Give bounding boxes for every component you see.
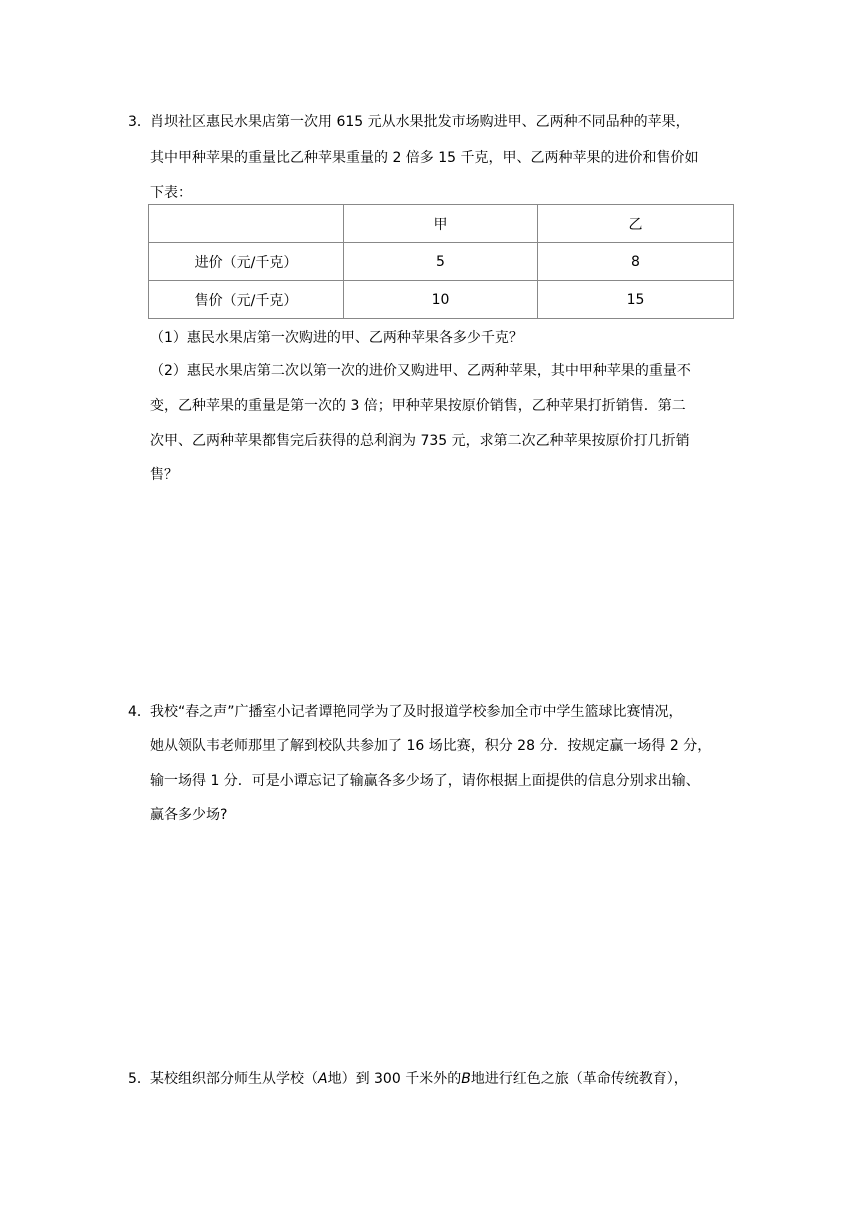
q3-part2-line-4: 售？ [150,467,178,483]
table-cell: 售价（元/千克） [149,281,344,319]
table-cell: 15 [538,281,734,319]
q5-text-post: 地进行红色之旅（革命传统教育）， [470,1071,688,1087]
table-cell: 8 [538,243,734,281]
q3-part2-line-3: 次甲、乙两种苹果都售完后获得的总利润为 735 元，求第二次乙种苹果按原价打几折销 [150,433,690,449]
table-header-cell: 乙 [538,205,734,243]
q5-text-pre: 某校组织部分师生从学校（ [150,1071,318,1087]
table-row [149,281,734,319]
q5-text-mid: 地）到 300 千米外的 [327,1071,462,1087]
q3-part2-line-2: 变，乙种苹果的重量是第一次的 3 倍；甲种苹果按原价销售，乙种苹果打折销售．第二 [150,398,686,414]
price-table [148,204,734,319]
table-cell: 10 [344,281,538,319]
q5-line-1 [150,1069,688,1089]
q3-line-3: 下表： [150,185,192,201]
q5-number: 5． [128,1071,151,1087]
q3-part2-line-1: （2）惠民水果店第二次以第一次的进价又购进甲、乙两种苹果，其中甲种苹果的重量不 [150,363,691,379]
table-header-row [149,205,734,243]
q3-line-1: 肖坝社区惠民水果店第一次用 615 元从水果批发市场购进甲、乙两种不同品种的苹果， [150,114,690,130]
q4-number: 4． [128,704,151,720]
q4-line-2: 她从领队韦老师那里了解到校队共参加了 16 场比赛，积分 28 分．按规定赢一场得 2 分， [150,738,712,754]
q3-line-2: 其中甲种苹果的重量比乙种苹果重量的 2 倍多 15 千克，甲、乙两种苹果的进价和售价如 [150,150,699,166]
q4-line-3: 输一场得 1 分．可是小谭忘记了输赢各多少场了，请你根据上面提供的信息分别求出输、 [150,773,700,789]
q3-part1: （1）惠民水果店第一次购进的甲、乙两种苹果各多少千克？ [150,330,523,346]
q5-place-b: B [461,1071,471,1087]
table-header-cell: 甲 [344,205,538,243]
table-cell: 进价（元/千克） [149,243,344,281]
q4-line-1: 我校“春之声”广播室小记者谭艳同学为了及时报道学校参加全市中学生篮球比赛情况， [150,704,683,720]
table-cell: 5 [344,243,538,281]
q3-number: 3． [128,114,151,130]
q4-line-4: 赢各多少场? [150,807,228,823]
table-header-cell [149,205,344,243]
table-row [149,243,734,281]
q5-place-a: A [318,1071,328,1087]
